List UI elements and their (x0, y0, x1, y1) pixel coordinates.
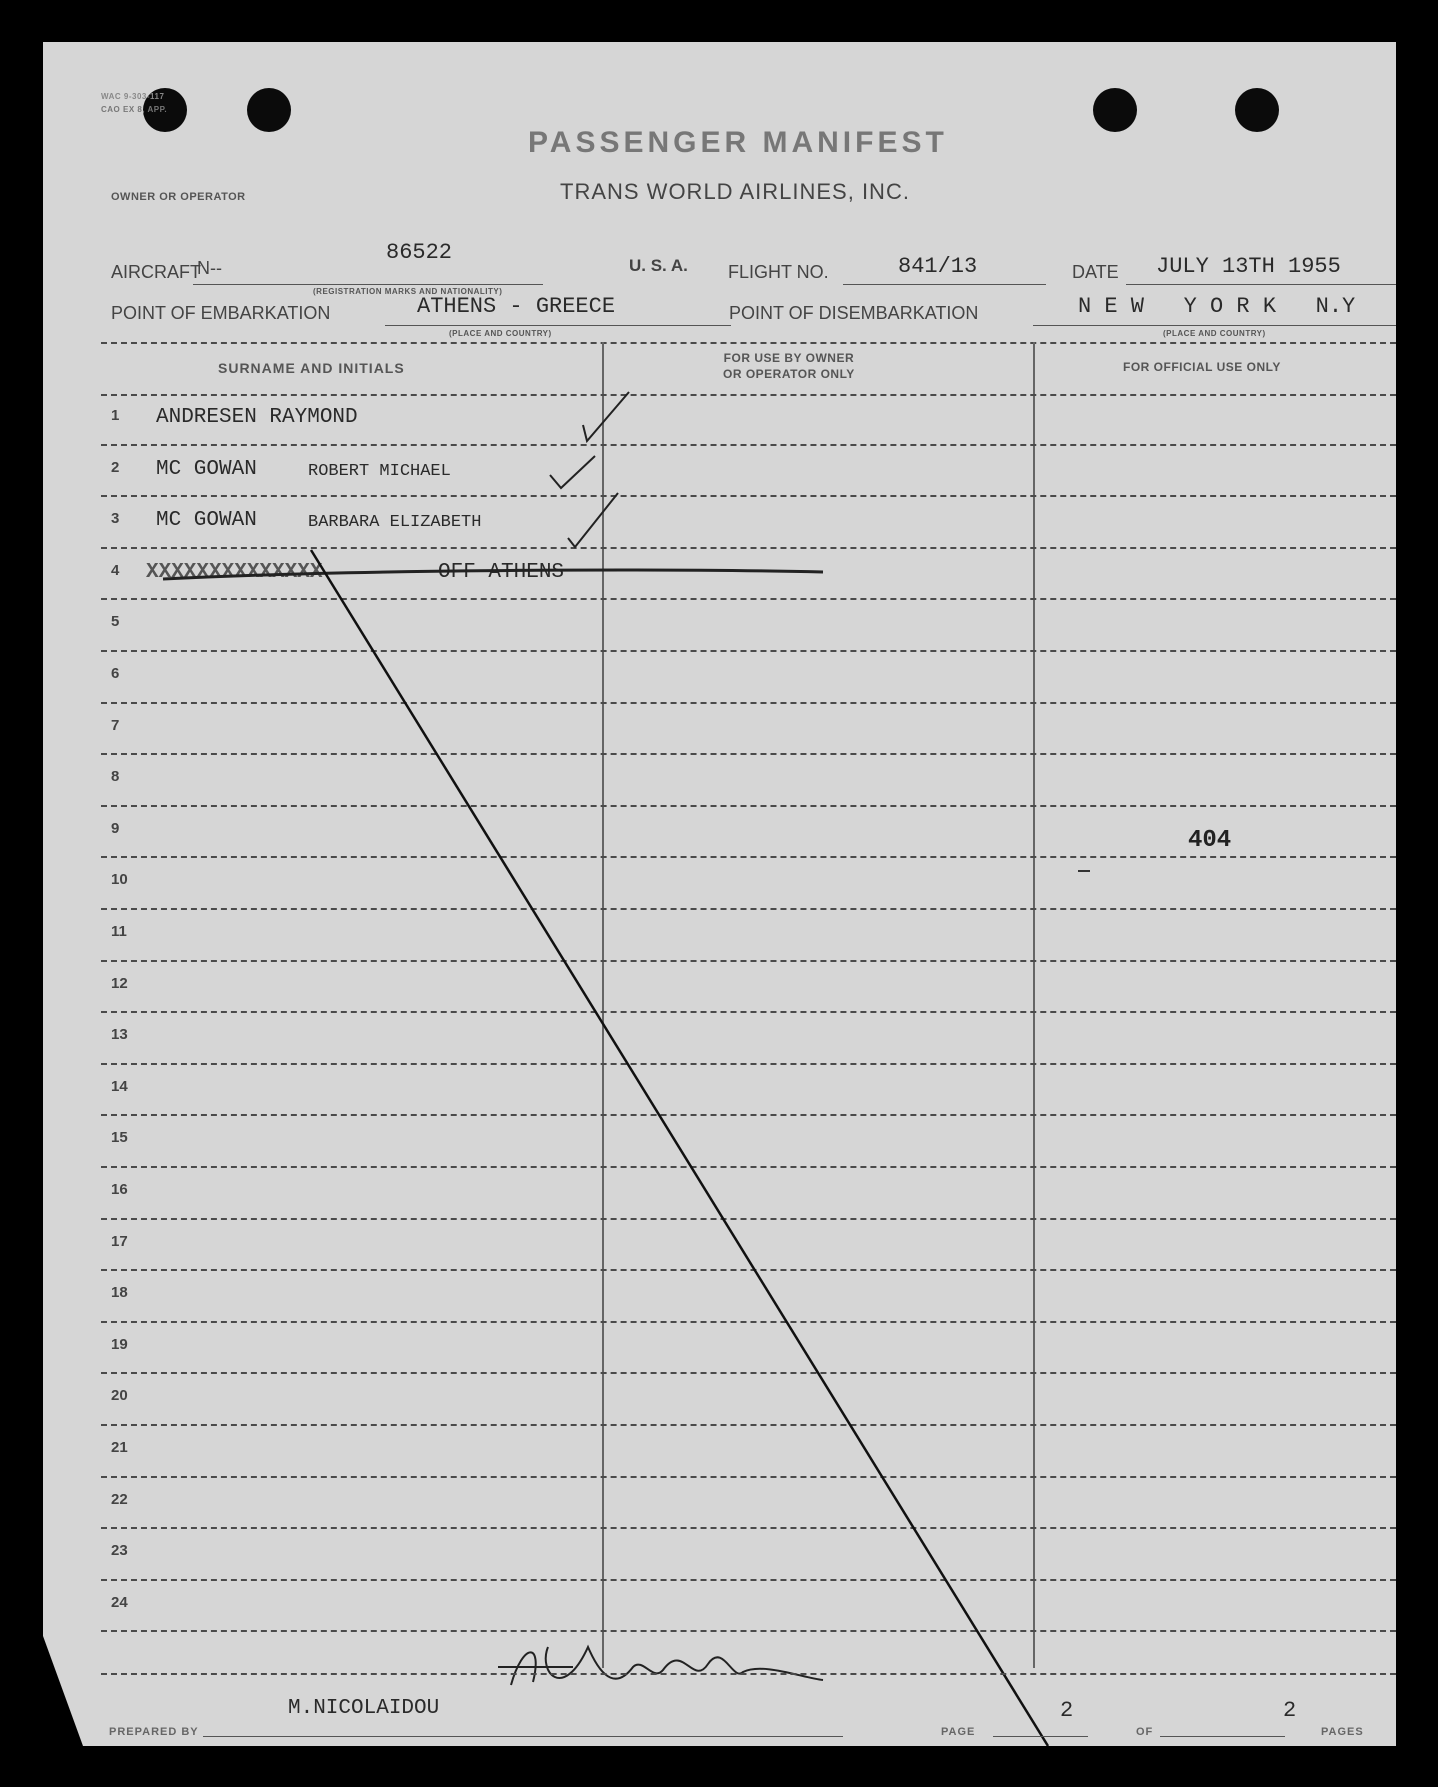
passenger-given-names: BARBARA ELIZABETH (308, 513, 482, 533)
row-number: 19 (111, 1335, 128, 1353)
check-mark-row-2 (550, 456, 595, 488)
row-4-strike-line (163, 570, 823, 579)
row-number: 5 (111, 613, 120, 631)
column-header-owner-use: FOR USE BY OWNER OR OPERATOR ONLY (723, 351, 855, 381)
row-number: 1 (111, 407, 120, 424)
row-number: 7 (111, 716, 120, 734)
disembarkation-caption: (PLACE AND COUNTRY) (1163, 329, 1266, 338)
flight-date: JULY 13TH 1955 (1156, 254, 1341, 279)
column-header-surname: SURNAME AND INITIALS (218, 360, 405, 376)
row-number: 22 (111, 1490, 128, 1508)
passenger-given-names: OFF ATHENS (438, 560, 565, 584)
form-title: PASSENGER MANIFEST (528, 126, 948, 159)
row-number: 17 (111, 1232, 128, 1250)
table-bottom-rule (101, 1673, 1396, 1675)
manifest-sheet (43, 42, 1396, 1746)
aircraft-prefix: N-- (197, 258, 222, 278)
row-number: 14 (111, 1077, 128, 1095)
row-number: 12 (111, 974, 128, 992)
row-number: 9 (111, 819, 120, 837)
check-mark-row-1 (583, 392, 629, 441)
prepared-by-name: M.NICOLAIDOU (288, 1697, 440, 1720)
official-note: 404 (1188, 827, 1232, 854)
signature (683, 1694, 689, 1695)
form-code: WAC 9-303-117 (101, 92, 165, 101)
total-pages: 2 (1283, 1698, 1297, 1723)
ink-overlay (43, 42, 1396, 1746)
prepared-by-label: PREPARED BY (109, 1726, 199, 1738)
page-number: 2 (1060, 1698, 1074, 1723)
row-number: 23 (111, 1542, 128, 1560)
date-label: DATE (1072, 262, 1119, 282)
disembarkation-label: POINT OF DISEMBARKATION (729, 303, 979, 323)
of-label: OF (1136, 1726, 1154, 1738)
aircraft-nationality: U. S. A. (629, 256, 688, 275)
row-number: 13 (111, 1026, 128, 1044)
passenger-surname: ANDRESEN RAYMOND (156, 406, 358, 429)
flight-number: 841/13 (898, 254, 978, 279)
row-number: 18 (111, 1284, 128, 1302)
row-number: 24 (111, 1593, 128, 1611)
embarkation-label: POINT OF EMBARKATION (111, 303, 331, 323)
disembarkation-value: N E W Y O R K N.Y (1078, 294, 1356, 319)
form-code-appendix: CAO EX 8, APP. (101, 105, 168, 114)
passenger-surname: MC GOWAN (156, 509, 257, 533)
flight-label: FLIGHT NO. (728, 262, 829, 282)
page-label: PAGE (941, 1726, 976, 1738)
airline-name: TRANS WORLD AIRLINES, INC. (560, 179, 910, 204)
row-number: 10 (111, 871, 128, 889)
passenger-surname: XXXXXXXXXXXXXX (146, 560, 323, 584)
row-number: 4 (111, 561, 120, 579)
check-mark-row-3 (568, 493, 618, 547)
folded-corner (43, 1636, 83, 1746)
row-number: 3 (111, 510, 120, 528)
owner-operator-label: OWNER OR OPERATOR (111, 191, 246, 203)
cancel-diagonal-line (311, 550, 1048, 1746)
row-number: 16 (111, 1181, 128, 1198)
column-header-official-use: FOR OFFICIAL USE ONLY (1123, 360, 1281, 374)
row-number: 15 (111, 1129, 128, 1147)
aircraft-registration: 86522 (386, 240, 453, 265)
row-number: 2 (111, 458, 120, 476)
passenger-surname: MC GOWAN (156, 457, 257, 481)
embarkation-caption: (PLACE AND COUNTRY) (449, 329, 552, 338)
row-number: 11 (111, 923, 127, 940)
pages-label: PAGES (1321, 1726, 1364, 1738)
row-number: 21 (111, 1439, 128, 1456)
row-number: 20 (111, 1387, 128, 1405)
embarkation-value: ATHENS - GREECE (417, 294, 616, 319)
signature-scribble (498, 1647, 823, 1685)
row-number: 6 (111, 665, 120, 682)
registration-caption: (REGISTRATION MARKS AND NATIONALITY) (313, 287, 503, 296)
aircraft-label: AIRCRAFT (111, 262, 201, 282)
passenger-given-names: ROBERT MICHAEL (308, 461, 451, 481)
row-number: 8 (111, 768, 120, 786)
